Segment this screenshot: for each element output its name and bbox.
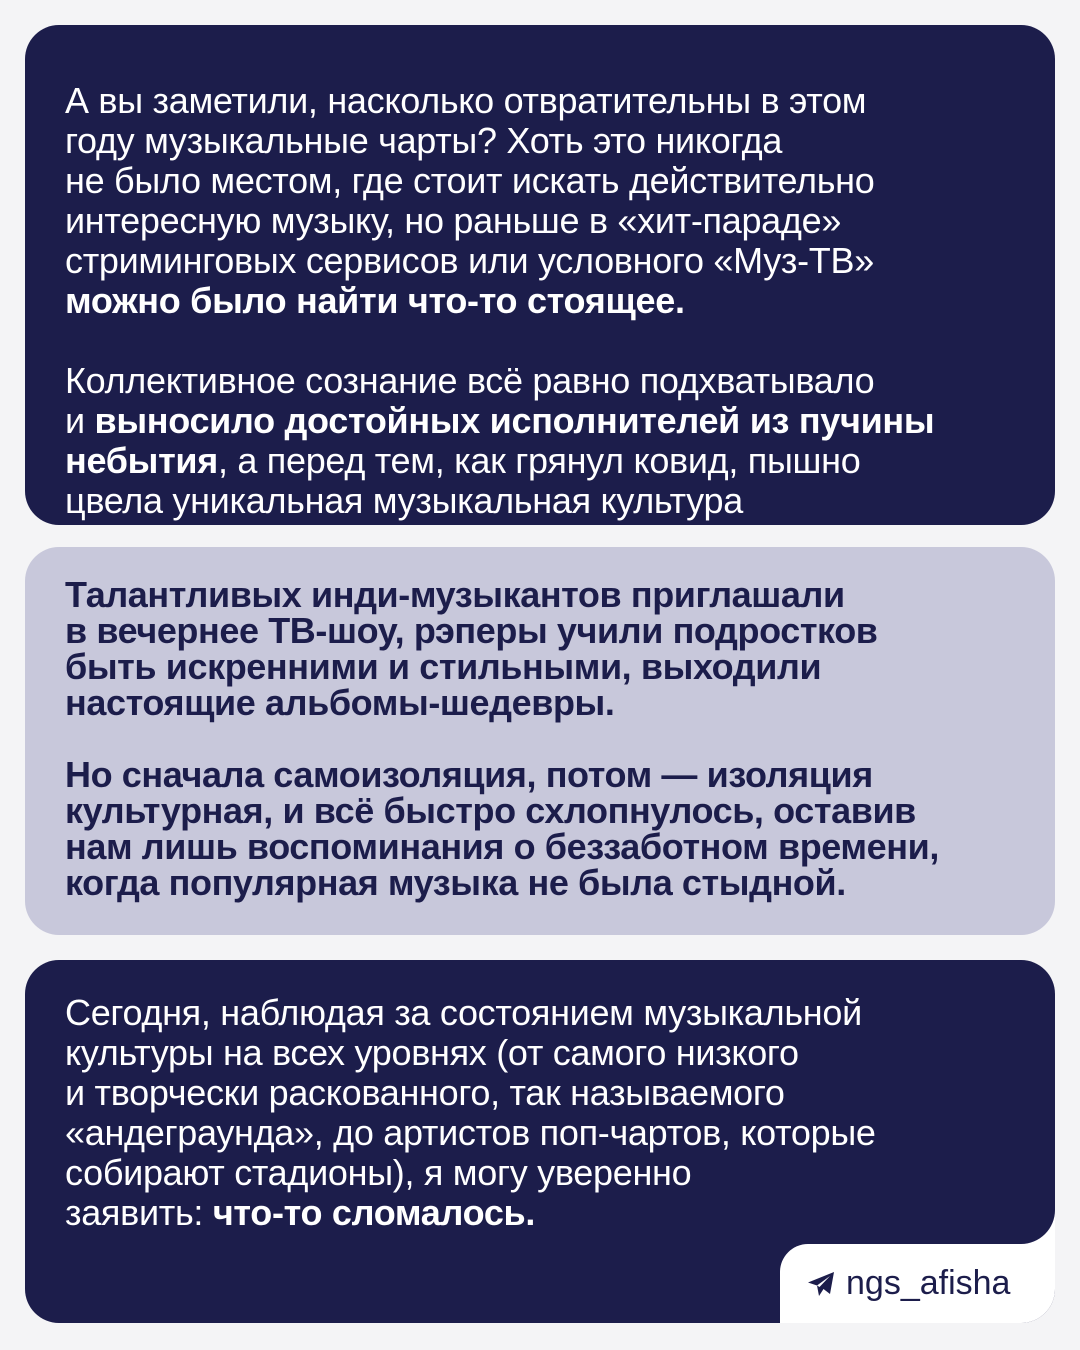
text-line: собирают стадионы), я могу уверенно [65,1152,692,1193]
telegram-icon [806,1270,836,1298]
text-fragment: заявить: [65,1192,213,1233]
text-line: настоящие альбомы-шедевры. [65,682,615,723]
handle-text: ngs_afisha [846,1264,1011,1302]
text-line: когда популярная музыка не была стыдной. [65,862,846,903]
middle-paragraph-1 [65,574,1015,723]
text-line: быть искренними и стильными, выходили [65,646,822,687]
text-line: и творчески раскованного, так называемого [65,1072,785,1113]
text-fragment: и [65,400,95,441]
text-line: культуры на всех уровнях (от самого низкого [65,1032,799,1073]
text-line: культурная, и всё быстро схлопнулось, оставив [65,790,916,831]
tab-corner [1021,1210,1055,1244]
middle-paragraph-2 [65,754,1015,903]
highlight-text: можно было найти что-то стоящее. [65,280,685,321]
text-line: не было местом, где стоит искать действительно [65,160,875,201]
text-line: интересную музыку, но раньше в «хит-параде» [65,200,842,241]
text-line: «андеграунда», до артистов поп-чартов, которые [65,1112,876,1153]
text-line: в вечернее ТВ-шоу, рэперы учили подростков [65,610,878,651]
intro-card [25,25,1055,525]
text-line: А вы заметили, насколько отвратительны в этом [65,80,867,121]
text-line: Коллективное сознание всё равно подхватывало [65,360,875,401]
highlight-text: небытия [65,440,218,481]
text-line: году музыкальные чарты? Хоть это никогда [65,120,783,161]
text-line: Но сначала самоизоляция, потом — изоляция [65,754,873,795]
text-line: нам лишь воспоминания о беззаботном времени, [65,826,939,867]
middle-card [25,547,1055,935]
highlight-text: выносило достойных исполнителей из пучины [94,400,935,441]
text-line: цвела уникальная музыкальная культура [65,480,743,521]
text-line: Сегодня, наблюдая за состоянием музыкальной [65,992,862,1033]
text-line: Талантливых инди-музыкантов приглашали [65,574,845,615]
intro-paragraph-2 [65,361,1015,521]
highlight-text: что-то сломалось. [212,1192,536,1233]
conclusion-paragraph [65,993,1015,1233]
text-fragment: , а перед тем, как грянул ковид, пышно [217,440,861,481]
text-line: стриминговых сервисов или условного «Муз-ТВ» [65,240,874,281]
intro-paragraph-1 [65,81,1015,321]
telegram-handle-badge[interactable] [780,1244,1055,1323]
